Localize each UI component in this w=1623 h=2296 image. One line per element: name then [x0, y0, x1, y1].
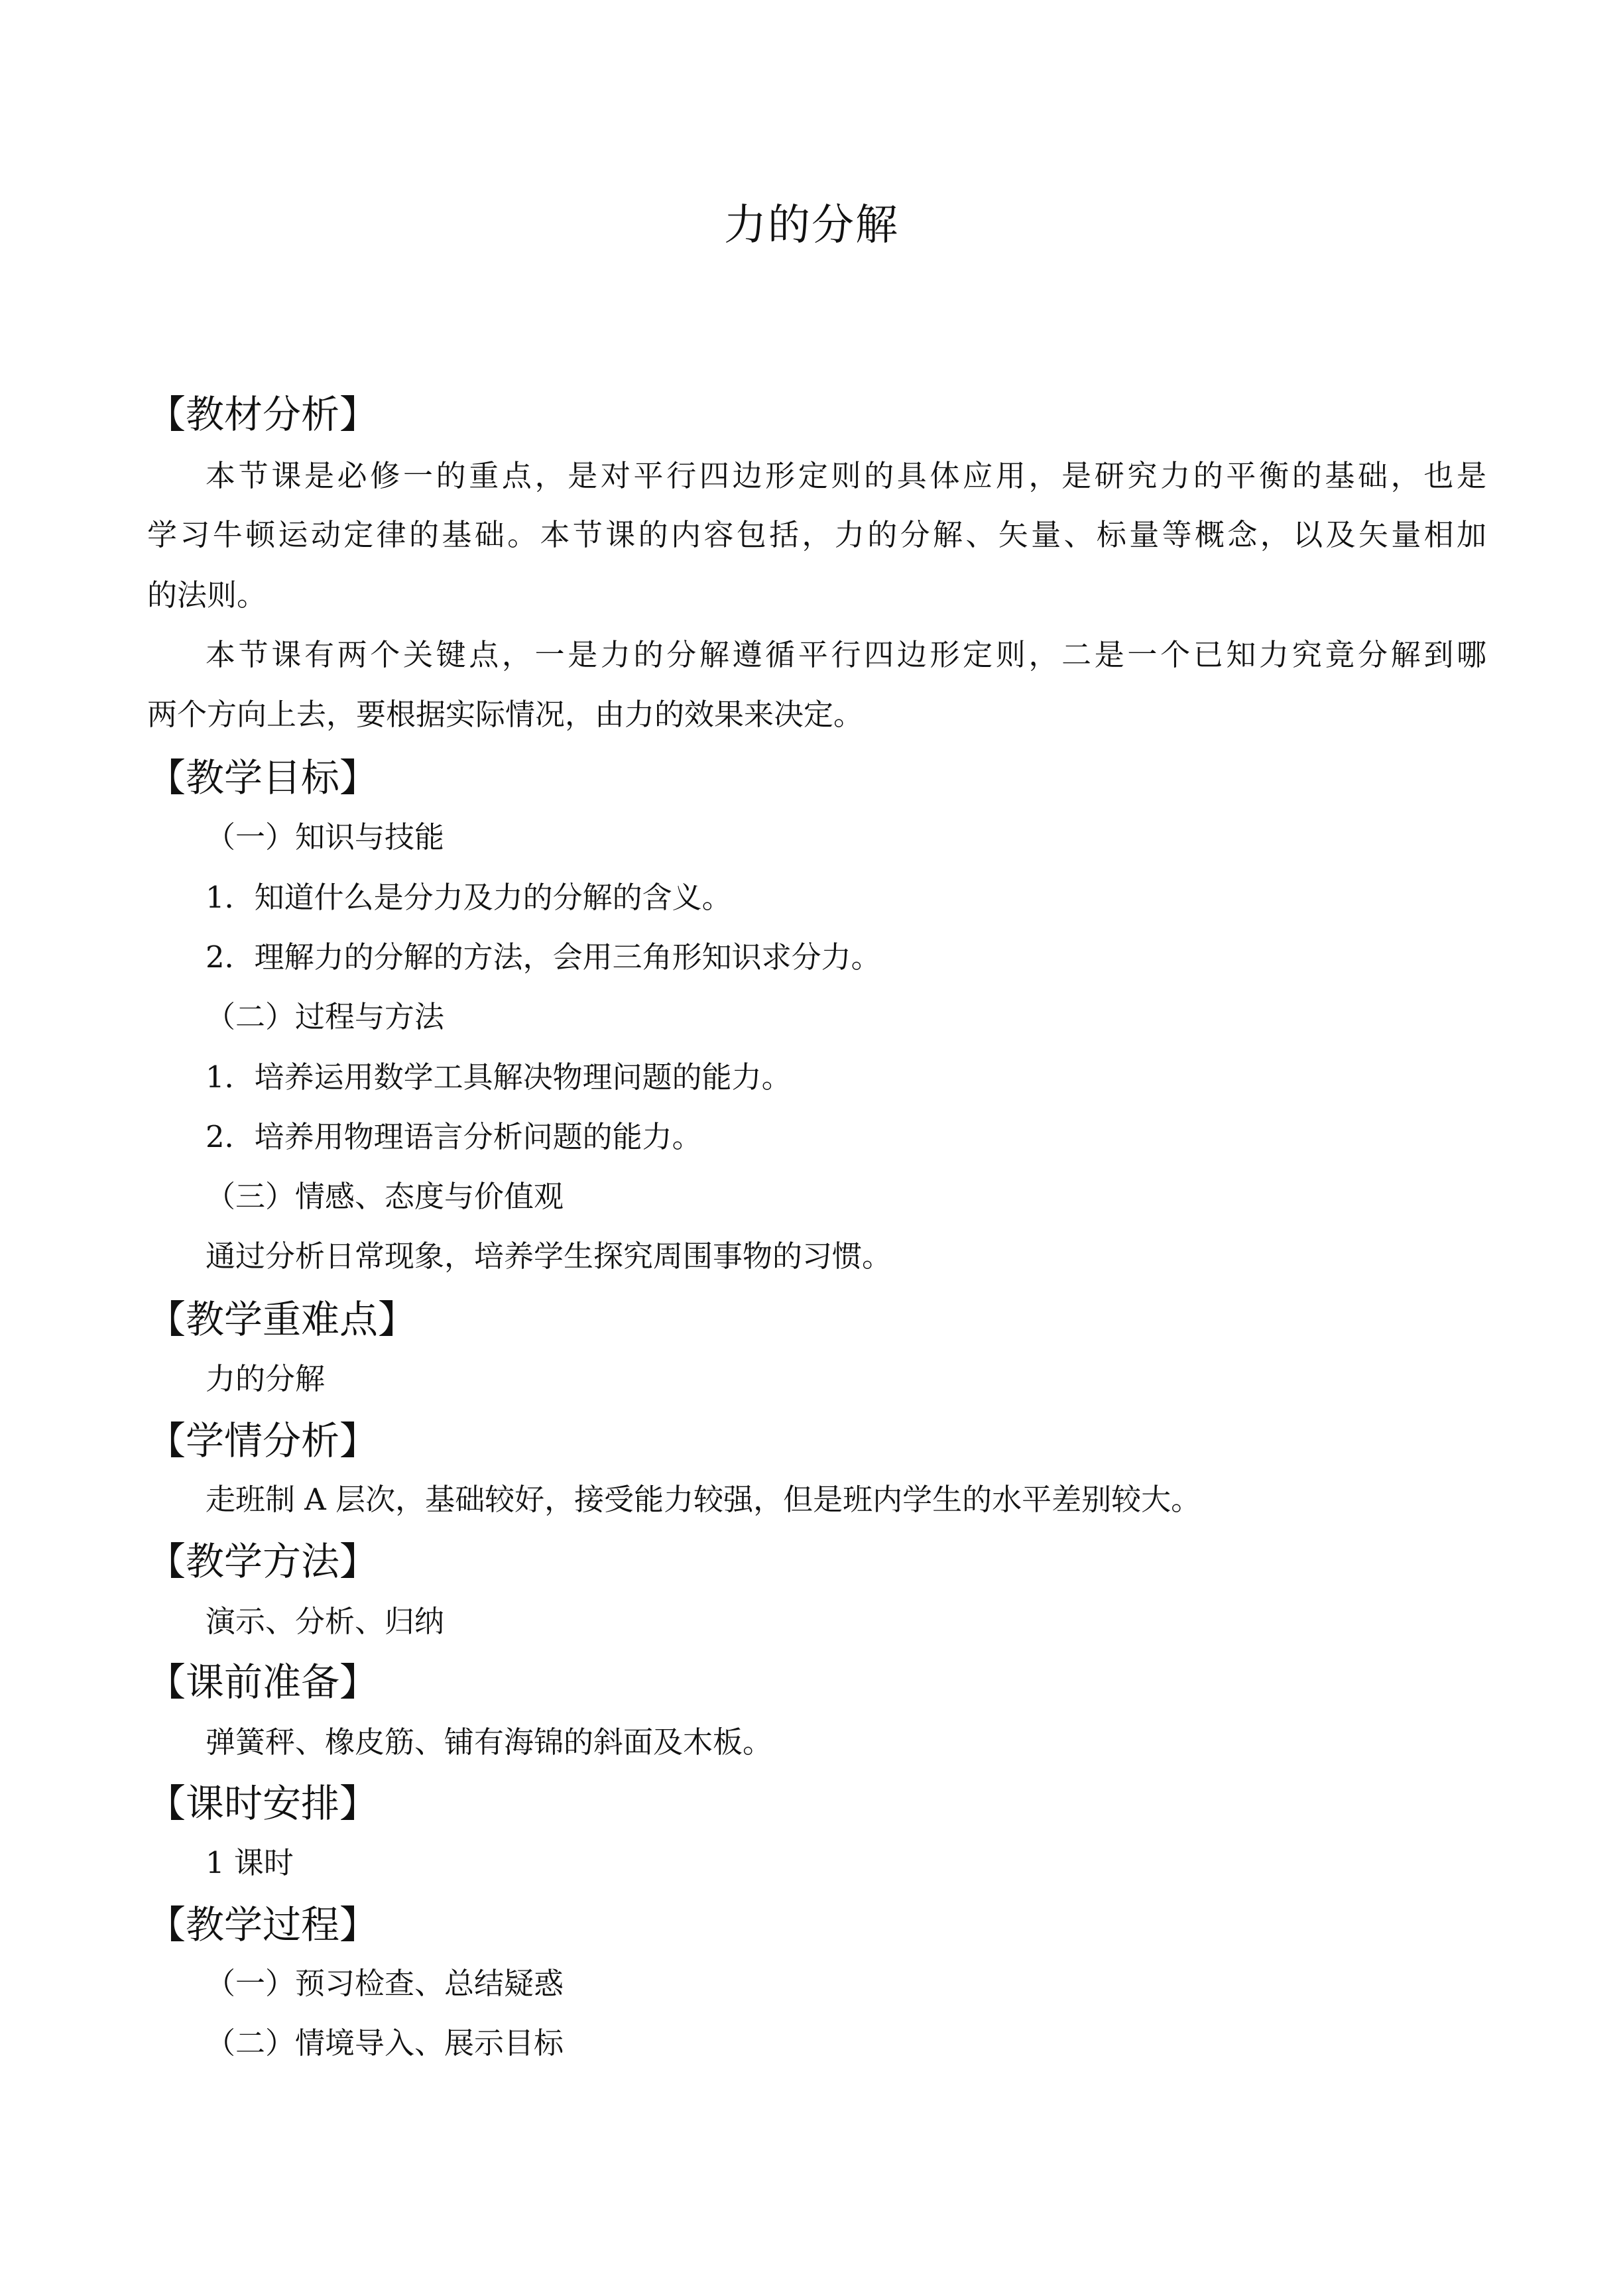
preparation-text: 弹簧秤、橡皮筋、铺有海锦的斜面及木板。: [206, 1724, 773, 1760]
goals-subheading-process: （二）过程与方法: [206, 999, 445, 1034]
section-heading-students: 【学情分析】: [147, 1418, 379, 1463]
goals-attitude-text: 通过分析日常现象，培养学生探究周围事物的习惯。: [206, 1239, 892, 1274]
schedule-text: 1 课时: [206, 1845, 294, 1880]
process-step-2: （二）情境导入、展示目标: [206, 2025, 564, 2061]
section-heading-process: 【教学过程】: [147, 1902, 379, 1947]
students-text: 走班制 A 层次，基础较好，接受能力较强，但是班内学生的水平差别较大。: [206, 1482, 1201, 1517]
goals-subheading-knowledge: （一）知识与技能: [206, 819, 445, 855]
document-title: 力的分解: [724, 201, 899, 250]
process-step-1: （一）预习检查、总结疑惑: [206, 1966, 564, 2001]
goals-knowledge-item-2: 2．理解力的分解的方法，会用三角形知识求分力。: [206, 939, 881, 975]
section-heading-schedule: 【课时安排】: [147, 1781, 379, 1826]
material-paragraph-2-line-1: 本节课有两个关键点，一是力的分解遵循平行四边形定则，二是一个已知力究竟分解到哪: [206, 637, 1486, 672]
section-heading-preparation: 【课前准备】: [147, 1660, 379, 1705]
material-paragraph-2-line-2: 两个方向上去，要根据实际情况，由力的效果来决定。: [147, 697, 864, 732]
key-points-text: 力的分解: [206, 1361, 326, 1396]
goals-process-item-2: 2．培养用物理语言分析问题的能力。: [206, 1119, 702, 1154]
goals-process-item-1: 1．培养运用数学工具解决物理问题的能力。: [206, 1059, 792, 1095]
section-heading-methods: 【教学方法】: [147, 1539, 379, 1584]
goals-subheading-attitude: （三）情感、态度与价值观: [206, 1179, 564, 1214]
goals-knowledge-item-1: 1．知道什么是分力及力的分解的含义。: [206, 880, 732, 915]
material-paragraph-1-line-3: 的法则。: [147, 577, 267, 613]
section-heading-key-points: 【教学重难点】: [147, 1297, 417, 1342]
material-paragraph-1-line-2: 学习牛顿运动定律的基础。本节课的内容包括，力的分解、矢量、标量等概念，以及矢量相加: [147, 517, 1486, 552]
methods-text: 演示、分析、归纳: [206, 1604, 445, 1639]
material-paragraph-1-line-1: 本节课是必修一的重点，是对平行四边形定则的具体应用，是研究力的平衡的基础，也是: [206, 458, 1486, 493]
section-heading-goals: 【教学目标】: [147, 755, 379, 800]
section-heading-material: 【教材分析】: [147, 392, 379, 437]
